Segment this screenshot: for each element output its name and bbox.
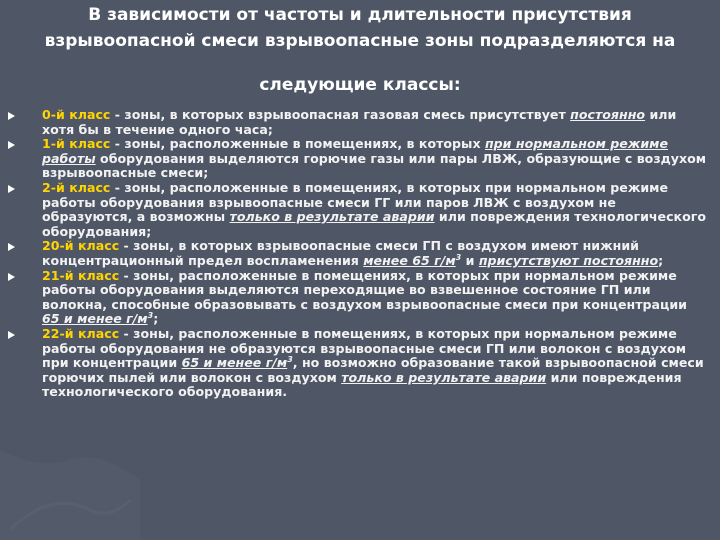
triangle-right-icon [8,185,15,193]
list-item-class-21 [8,269,708,327]
class-text: - зоны, в которых взрывоопасная газовая смесь присутствует [110,107,571,122]
title-line-3: следующие классы: [259,75,461,95]
list-item-class-1 [8,137,708,181]
class-name: 1-й класс [42,136,111,152]
emphasis-text: 65 и менее г/м [181,355,288,371]
list-item-class-20 [8,239,708,268]
triangle-right-icon [8,243,15,251]
emphasis-text: менее 65 г/м [363,252,456,268]
list-item-class-0 [8,108,708,137]
class-name: 22-й класс [42,325,120,341]
class-text: - зоны, расположенные в помещениях, в которых при нормальном режиме работы оборудования выделяются переходящие во взвешенное состояние ГП или волокна, способные образовывать с воздухом взрывоопасные смеси при концентрации [42,267,687,312]
class-text: и [461,252,479,268]
class-text: ; [153,311,159,327]
zone-class-list [8,108,708,400]
class-text: оборудования выделяются горючие газы или пары ЛВЖ, образующие с воздухом взрывоопасные смеси; [42,150,707,181]
class-text: или хотя бы в течение одного часа; [42,107,677,137]
class-name: 2-й класс [42,179,111,195]
superscript: 3 [287,354,293,364]
superscript: 3 [147,311,154,321]
class-text: - зоны, в которых взрывоопасные смеси ГП с воздухом имеют нижний концентрационный предел воспламенения [42,238,639,268]
emphasis-text: только в результате аварии [229,209,435,225]
class-name: 21-й класс [42,267,120,283]
triangle-right-icon [8,112,15,120]
triangle-right-icon [8,273,15,281]
emphasis-text: постоянно [570,107,646,122]
class-text: или повреждения технологического оборудования; [42,209,706,239]
list-item-class-2 [8,181,708,239]
class-name: 20-й класс [42,238,120,254]
title-line-1: В зависимости от частоты и длительности присутствия [88,5,632,25]
emphasis-text: присутствуют постоянно [478,252,659,268]
title-line-2: взрывоопасной смеси взрывоопасные зоны подразделяются на [44,31,676,51]
triangle-right-icon [8,331,15,339]
class-text: или повреждения технологического оборудования. [42,369,682,400]
emphasis-text: 65 и менее г/м [42,311,148,327]
class-text: ; [658,252,664,268]
triangle-right-icon [8,141,15,149]
class-text: , но возможно образование такой взрывоопасной смеси горючих пылей или волокон с воздухом [42,355,704,385]
class-name: 0-й класс [42,107,111,122]
class-text: - зоны, расположенные в помещениях, в которых при нормальном режиме работы оборудования не образуются взрывоопасные смеси ГП или волокон с воздухом при концентрации [42,325,687,371]
class-text: - зоны, расположенные в помещениях, в которых при нормальном режиме работы оборудования взрывоопасные смеси ГГ или паров ЛВЖ с воздухом не образуются, а возможны [42,179,669,225]
slide-title [10,2,710,98]
background-decoration [0,390,140,540]
list-item-class-22 [8,327,708,400]
superscript: 3 [455,252,462,262]
emphasis-text: только в результате аварии [341,369,547,385]
class-text: - зоны, расположенные в помещениях, в которых [110,136,485,152]
emphasis-text: при нормальном режиме работы [42,136,669,166]
